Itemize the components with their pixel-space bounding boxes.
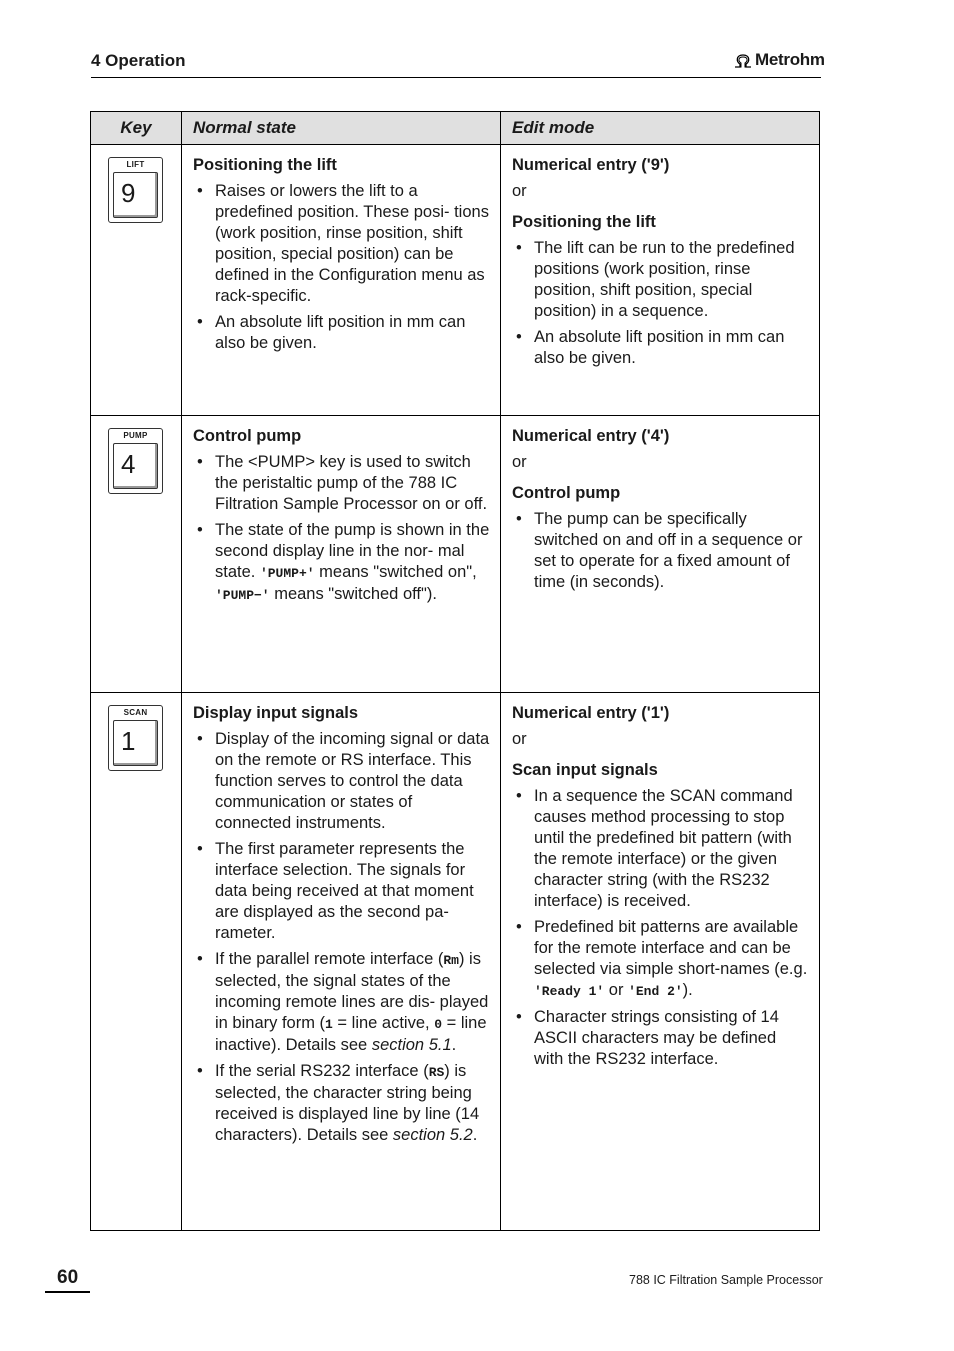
scan-key-icon: SCAN 1 <box>108 705 163 771</box>
normal-title: Control pump <box>193 427 302 445</box>
list-item: • If the serial RS232 interface (RS) is selected, the character string being received is displayed line by line (14 characters). Details see section 5.2. <box>193 1061 490 1146</box>
list-item: • An absolute lift position in mm can also be given. <box>193 312 490 354</box>
metrohm-omega-icon <box>733 52 753 68</box>
edit-title: Positioning the lift <box>512 213 656 231</box>
key-cell <box>91 416 182 693</box>
edit-mode-cell <box>501 416 820 693</box>
footer-rule <box>45 1291 90 1293</box>
col-header-normal-state: Normal state <box>182 112 501 145</box>
col-header-key: Key <box>91 112 182 145</box>
list-item: • The state of the pump is shown in the second display line in the nor- mal state. 'PUMP+' means "switched on", 'PUMP−' means "switched off"). <box>193 520 490 606</box>
edit-mode-cell <box>501 145 820 416</box>
table-row-lift <box>91 145 820 416</box>
list-item: • If the parallel remote interface (Rm) is selected, the signal states of the incoming remote lines are dis- played in binary form (1 = line active, 0 = line inactive). Details see section 5.1. <box>193 949 490 1056</box>
table-row-scan <box>91 693 820 1231</box>
metrohm-logo <box>733 50 825 70</box>
section-header: 4 Operation <box>91 51 186 70</box>
edit-title: Control pump <box>512 484 621 502</box>
list-item: • In a sequence the SCAN command causes method processing to stop until the predefined bit pattern (with the remote interface) or the given character string (with the RS232 interface) is received. <box>512 786 809 912</box>
list-item: • The lift can be run to the predefined positions (work position, rinse position, shift position, special position) in a sequence. <box>512 238 809 322</box>
list-item: • The <PUMP> key is used to switch the peristaltic pump of the 788 IC Filtration Sample Processor on or off. <box>193 452 490 515</box>
key-cell <box>91 693 182 1231</box>
edit-mode-cell <box>501 693 820 1231</box>
or-text: or <box>512 453 527 471</box>
list-item: • The first parameter represents the interface selection. The signals for data being received at that moment are displayed as the second pa- rameter. <box>193 839 490 944</box>
pump-key-icon: PUMP 4 <box>108 428 163 494</box>
normal-state-cell <box>182 416 501 693</box>
list-item: • Predefined bit patterns are available for the remote interface and can be selected via simple short-names (e.g. 'Ready 1' or 'End 2'). <box>512 917 809 1002</box>
table-header-row <box>91 112 820 145</box>
or-text: or <box>512 730 527 748</box>
list-item: • The pump can be specifically switched on and off in a sequence or set to operate for a fixed amount of time (in seconds). <box>512 509 809 593</box>
edit-entry: Numerical entry ('9') <box>512 156 670 174</box>
normal-state-cell <box>182 693 501 1231</box>
normal-title: Positioning the lift <box>193 156 337 174</box>
lift-key-icon: LIFT 9 <box>108 157 163 223</box>
col-header-edit-mode: Edit mode <box>501 112 820 145</box>
list-item: • Character strings consisting of 14 ASCII characters may be defined with the RS232 interface. <box>512 1007 809 1070</box>
or-text: or <box>512 182 527 200</box>
list-item: • Raises or lowers the lift to a predefined position. These posi- tions (work position, rinse position, shift position, special position) can be defined in the Configuration menu as rack-specific. <box>193 181 490 307</box>
table-row-pump <box>91 416 820 693</box>
key-cell <box>91 145 182 416</box>
brand-name: Metrohm <box>755 50 825 69</box>
edit-entry: Numerical entry ('1') <box>512 704 670 722</box>
normal-state-cell <box>182 145 501 416</box>
page-number: 60 <box>57 1267 79 1288</box>
document-title: 788 IC Filtration Sample Processor <box>629 1273 823 1287</box>
list-item: • An absolute lift position in mm can also be given. <box>512 327 809 369</box>
edit-entry: Numerical entry ('4') <box>512 427 670 445</box>
normal-title: Display input signals <box>193 704 359 722</box>
key-function-table <box>90 111 820 1231</box>
header-rule <box>91 77 821 78</box>
edit-title: Scan input signals <box>512 761 658 779</box>
list-item: • Display of the incoming signal or data on the remote or RS interface. This function serves to control the data communication or states of connected instruments. <box>193 729 490 834</box>
